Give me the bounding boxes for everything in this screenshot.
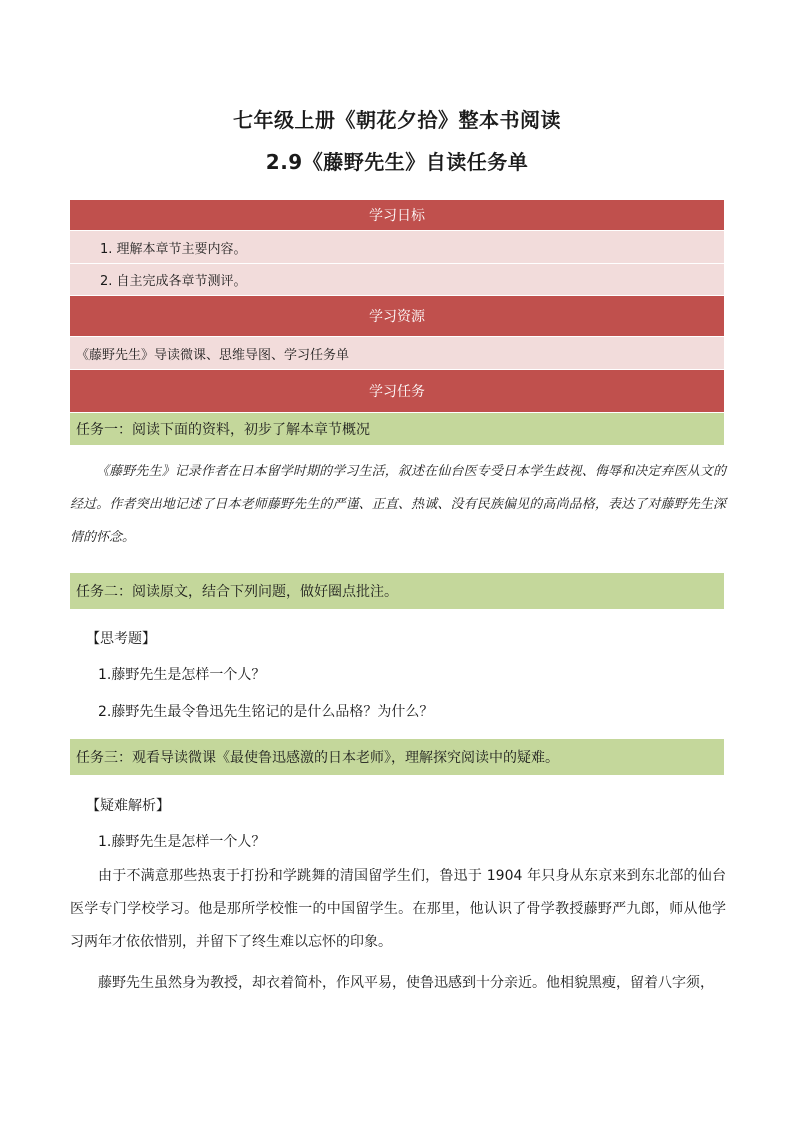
tasks-header: 学习任务: [70, 370, 724, 413]
analysis-paragraph-2: 藤野先生虽然身为教授，却衣着简朴，作风平易，使鲁迅感到十分亲近。他相貌黑瘦，留着八字须，: [98, 975, 714, 991]
objectives-table: [70, 200, 724, 445]
think-header: 【思考题】: [86, 631, 156, 647]
objective-item-2: 2. 自主完成各章节测评。: [70, 264, 724, 296]
resources-text: 《藤野先生》导读微课、思维导图、学习任务单: [70, 337, 724, 370]
task3-label: 任务三：观看导读微课《最使鲁迅感激的日本老师》，理解探究阅读中的疑难。: [70, 739, 724, 775]
task1-text: 《藤野先生》记录作者在日本留学时期的学习生活，叙述在仙台医专受日本学生歧视、侮辱和决定弃医从文的经过。作者突出地记述了日本老师藤野先生的严谨、正直、热诚、没有民族偏见的高尚品格，表达了对藤野先生深情的怀念。: [70, 464, 726, 545]
task1-label: 任务一：阅读下面的资料，初步了解本章节概况: [70, 413, 724, 445]
page-subtitle: 2.9《藤野先生》自读任务单: [265, 150, 529, 174]
task2-label: 任务二：阅读原文，结合下列问题，做好圈点批注。: [70, 573, 724, 609]
analysis-header: 【疑难解析】: [86, 798, 170, 814]
page-title: 七年级上册《朝花夕拾》整本书阅读: [233, 108, 561, 132]
resources-header: 学习资源: [70, 296, 724, 337]
question-1: 1.藤野先生是怎样一个人？: [98, 667, 266, 683]
question-2: 2.藤野先生最令鲁迅先生铭记的是什么品格？为什么？: [98, 704, 434, 720]
analysis-paragraph-1: 由于不满意那些热衷于打扮和学跳舞的清国留学生们，鲁迅于 1904 年只身从东京来到东北部的仙台医学专门学校学习。他是那所学校惟一的中国留学生。在那里，他认识了骨学教授藤野严九郎，师从他学习两年才依依惜别，并留下了终生难以忘怀的印象。: [70, 868, 726, 950]
objectives-header: 学习日标: [70, 200, 724, 231]
analysis-question-1: 1.藤野先生是怎样一个人？: [98, 834, 266, 850]
objective-item-1: 1. 理解本章节主要内容。: [70, 231, 724, 264]
